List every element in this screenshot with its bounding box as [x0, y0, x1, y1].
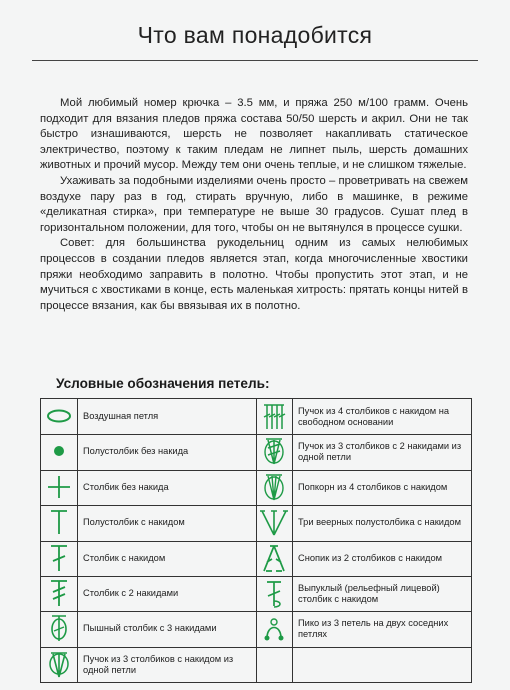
legend-table: [40, 398, 472, 683]
cluster-3-icon: [41, 647, 77, 682]
decrease-2-icon: [256, 541, 292, 576]
legend-row: [256, 399, 471, 434]
legend-label: Пучок из 4 столбиков с накидом на свободном основании: [298, 405, 450, 427]
fan-3-hdc-icon: [256, 505, 292, 540]
legend-row: [256, 576, 471, 611]
legend-label: Три веерных полустолбика с накидом: [298, 517, 461, 527]
slip-stitch-cross-icon: [41, 470, 77, 505]
legend-row: [41, 470, 256, 505]
paragraph-advice: Совет: для большинства рукодельниц одним из самых нелюбимых процессов в создании пледов является этап, когда многочисленные хвостики пряжи необходимо заправить в полотно. Чтобы пропустить этот этап, и не мучиться с хвостиками в конце, есть маленькая хитрость: прятать концы нитей в процессе вязания, как бы ввязывая их в полотно.: [40, 237, 468, 312]
legend-label: Столбик с 2 накидами: [83, 588, 179, 598]
half-double-crochet-icon: [41, 505, 77, 540]
legend-row: [41, 611, 256, 646]
bobble-stitch-icon: [41, 611, 77, 646]
legend-title: Условные обозначения петель:: [56, 376, 270, 391]
chain-stitch-icon: [41, 399, 77, 434]
page-title: Что вам понадобится: [137, 22, 373, 48]
legend-row: [256, 434, 471, 469]
legend-row: [41, 541, 256, 576]
paragraph-materials: Мой любимый номер крючка – 3.5 мм, и пряжа 250 м/100 грамм. Очень подходит для вязания пледов пряжа состава 50/50 шерсть и акрил. Они не так быстро изнашиваются, шерсть не позволяет накапливать статическое электричество, поэтому к таким пледам не липнет пыль, шерсть домашних животных и прочий мусор. Между тем они очень теплые, и не слишком тяжелые.: [40, 97, 468, 172]
legend-label: Воздушная петля: [83, 411, 159, 421]
legend-row: [41, 505, 256, 540]
paragraph-care: Ухаживать за подобными изделиями очень просто – проветривать на свежем воздухе пару раз в год, стирать вручную, либо в машинке, в режиме «деликатная стирка», при температуре не выше 30 градусов. Сушат плед в горизонтальном положении, для того, чтобы он не вытянулся в процессе сушки.: [40, 174, 468, 234]
legend-label: Полустолбик без накида: [83, 446, 189, 456]
legend-label: Полустолбик с накидом: [83, 517, 185, 527]
legend-row: [41, 576, 256, 611]
legend-label: Пико из 3 петель на двух соседних петлях: [298, 617, 449, 639]
legend-label: Выпуклый (рельефный лицевой) столбик с накидом: [298, 582, 440, 604]
legend-label: Пучок из 3 столбиков с накидом из одной петли: [83, 653, 234, 675]
title-rule: [32, 60, 478, 61]
legend-label: Пучок из 3 столбиков с 2 накидами из одной петли: [298, 440, 462, 462]
legend-label: Столбик без накида: [83, 482, 169, 492]
treble-crochet-icon: [41, 576, 77, 611]
legend-label: Снопик из 2 столбиков с накидом: [298, 553, 443, 563]
front-post-icon: [256, 576, 292, 611]
legend-label: Столбик с накидом: [83, 553, 166, 563]
body-text: [40, 96, 468, 314]
legend-row: [256, 611, 471, 646]
cluster-4-open-icon: [256, 399, 292, 434]
legend-row: [41, 647, 256, 682]
cluster-3-two-wraps-icon: [256, 434, 292, 469]
legend-label: Пышный столбик с 3 накидами: [83, 623, 217, 633]
legend-row: [256, 505, 471, 540]
legend-row: [41, 434, 256, 469]
legend-label: Попкорн из 4 столбиков с накидом: [298, 482, 448, 492]
double-crochet-icon: [41, 541, 77, 576]
legend-row: [256, 541, 471, 576]
popcorn-icon: [256, 470, 292, 505]
picot-icon: [256, 611, 292, 646]
legend-row: [41, 399, 256, 434]
legend-row: [256, 470, 471, 505]
single-crochet-icon: [41, 434, 77, 469]
